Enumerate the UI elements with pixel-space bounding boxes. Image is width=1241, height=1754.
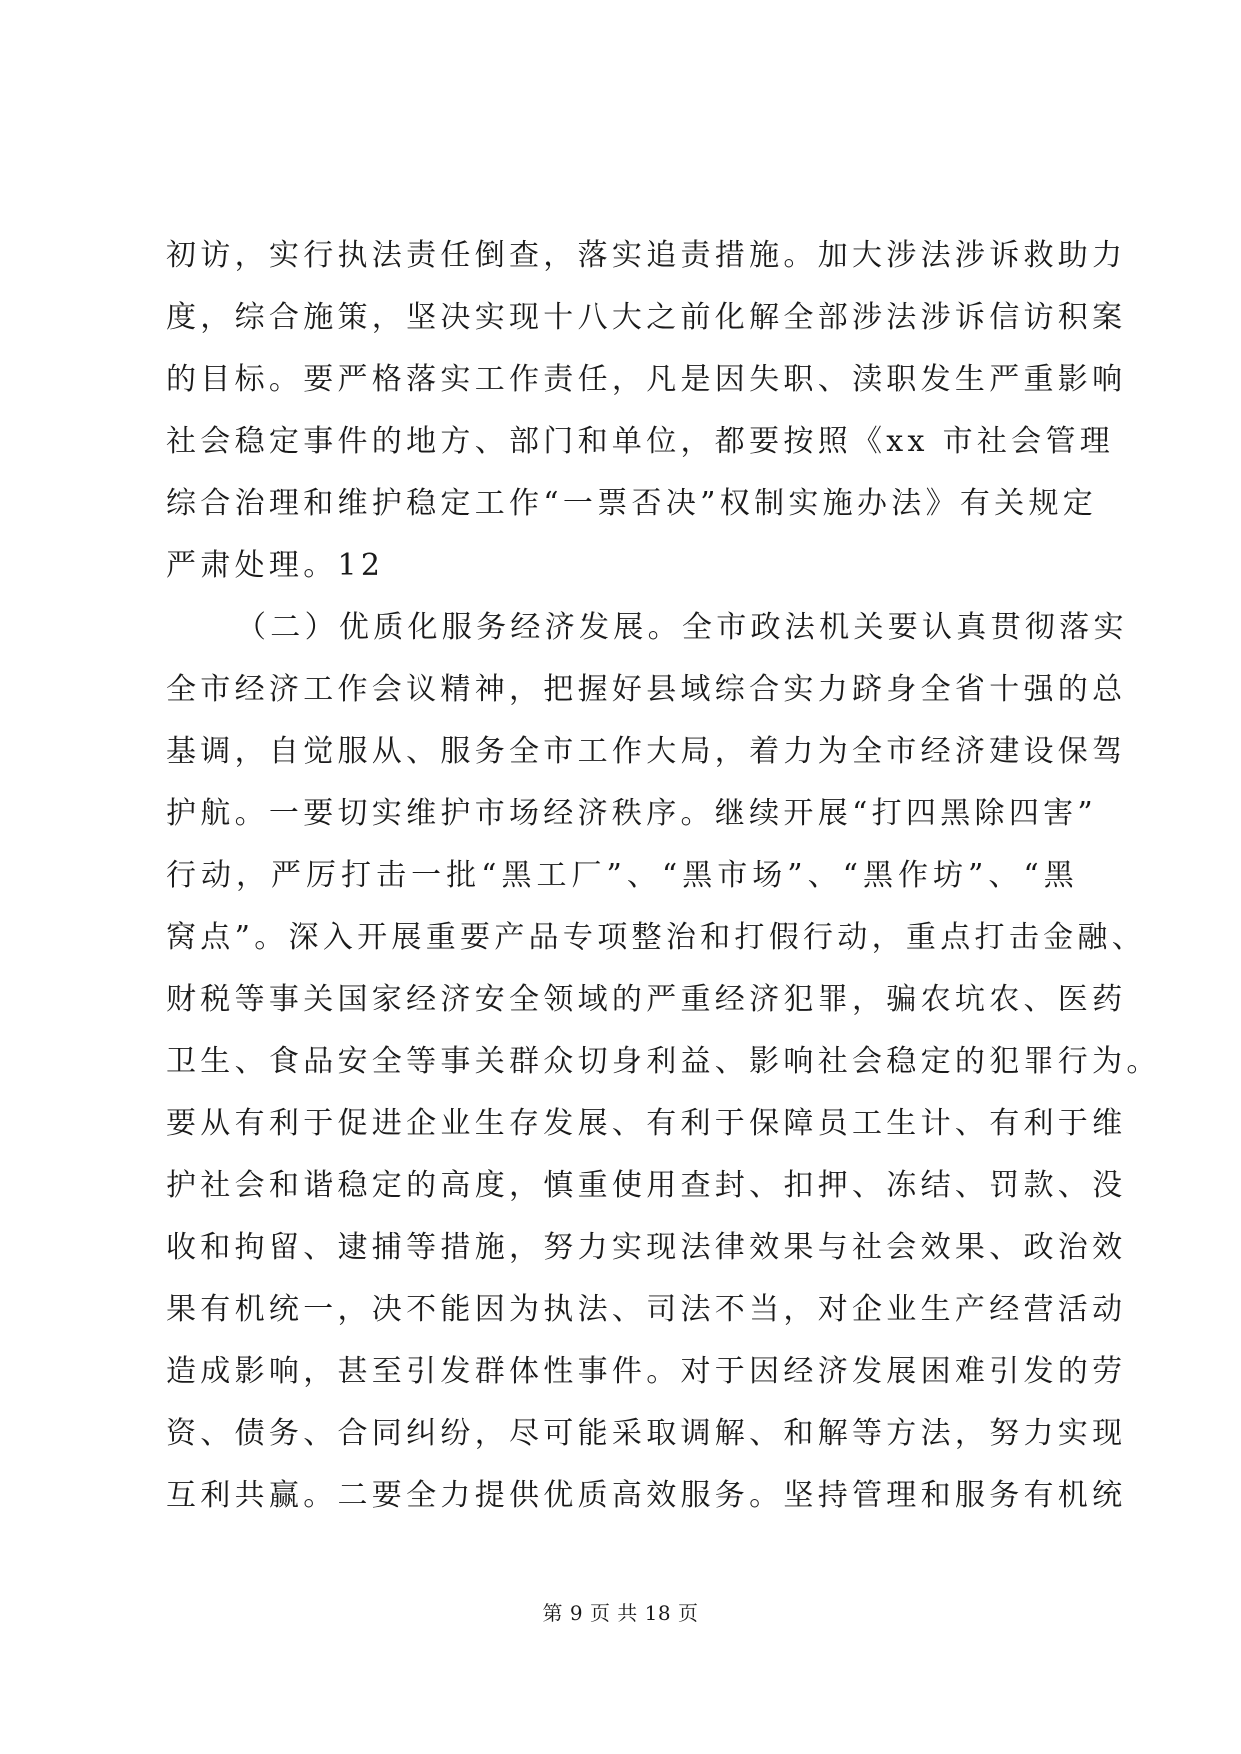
text-line: 果有机统一，决不能因为执法、司法不当，对企业生产经营活动	[166, 1292, 1127, 1327]
text-line: 综合治理和维护稳定工作“一票否决”权制实施办法》有关规定	[166, 486, 1098, 521]
text-line: 严肃处理。12	[166, 548, 385, 583]
paragraph-2	[166, 597, 1161, 1527]
text-line: 收和拘留、逮捕等措施，努力实现法律效果与社会效果、政治效	[166, 1230, 1127, 1265]
text-line: 卫生、食品安全等事关群众切身利益、影响社会稳定的犯罪行为。	[166, 1044, 1161, 1079]
text-line: 行动，严厉打击一批“黑工厂”、“黑市场”、“黑作坊”、“黑	[166, 858, 1078, 893]
text-line: 基调，自觉服从、服务全市工作大局，着力为全市经济建设保驾	[166, 734, 1127, 769]
text-line: 窝点”。深入开展重要产品专项整治和打假行动，重点打击金融、	[166, 920, 1147, 955]
text-line: 初访，实行执法责任倒查，落实追责措施。加大涉法涉诉救助力	[166, 238, 1127, 273]
text-line: 护航。一要切实维护市场经济秩序。继续开展“打四黑除四害”	[166, 796, 1098, 831]
text-line: 社会稳定事件的地方、部门和单位，都要按照《xx 市社会管理	[166, 424, 1115, 459]
body-text	[166, 225, 1161, 1527]
text-line: 度，综合施策，坚决实现十八大之前化解全部涉法涉诉信访积案	[166, 300, 1127, 335]
text-line: 的目标。要严格落实工作责任，凡是因失职、渎职发生严重影响	[166, 362, 1127, 397]
paragraph-1	[166, 225, 1127, 597]
text-line: 护社会和谐稳定的高度，慎重使用查封、扣押、冻结、罚款、没	[166, 1168, 1127, 1203]
text-line: 财税等事关国家经济安全领域的严重经济犯罪，骗农坑农、医药	[166, 982, 1127, 1017]
text-line: 资、债务、合同纠纷，尽可能采取调解、和解等方法，努力实现	[166, 1416, 1127, 1451]
text-line: （二）优质化服务经济发展。全市政法机关要认真贯彻落实	[236, 610, 1128, 645]
text-line: 要从有利于促进企业生存发展、有利于保障员工生计、有利于维	[166, 1106, 1127, 1141]
text-line: 互利共赢。二要全力提供优质高效服务。坚持管理和服务有机统	[166, 1478, 1127, 1513]
text-line: 全市经济工作会议精神，把握好县域综合实力跻身全省十强的总	[166, 672, 1127, 707]
page-number-footer: 第 9 页 共 18 页	[542, 1601, 699, 1625]
text-line: 造成影响，甚至引发群体性事件。对于因经济发展困难引发的劳	[166, 1354, 1127, 1389]
